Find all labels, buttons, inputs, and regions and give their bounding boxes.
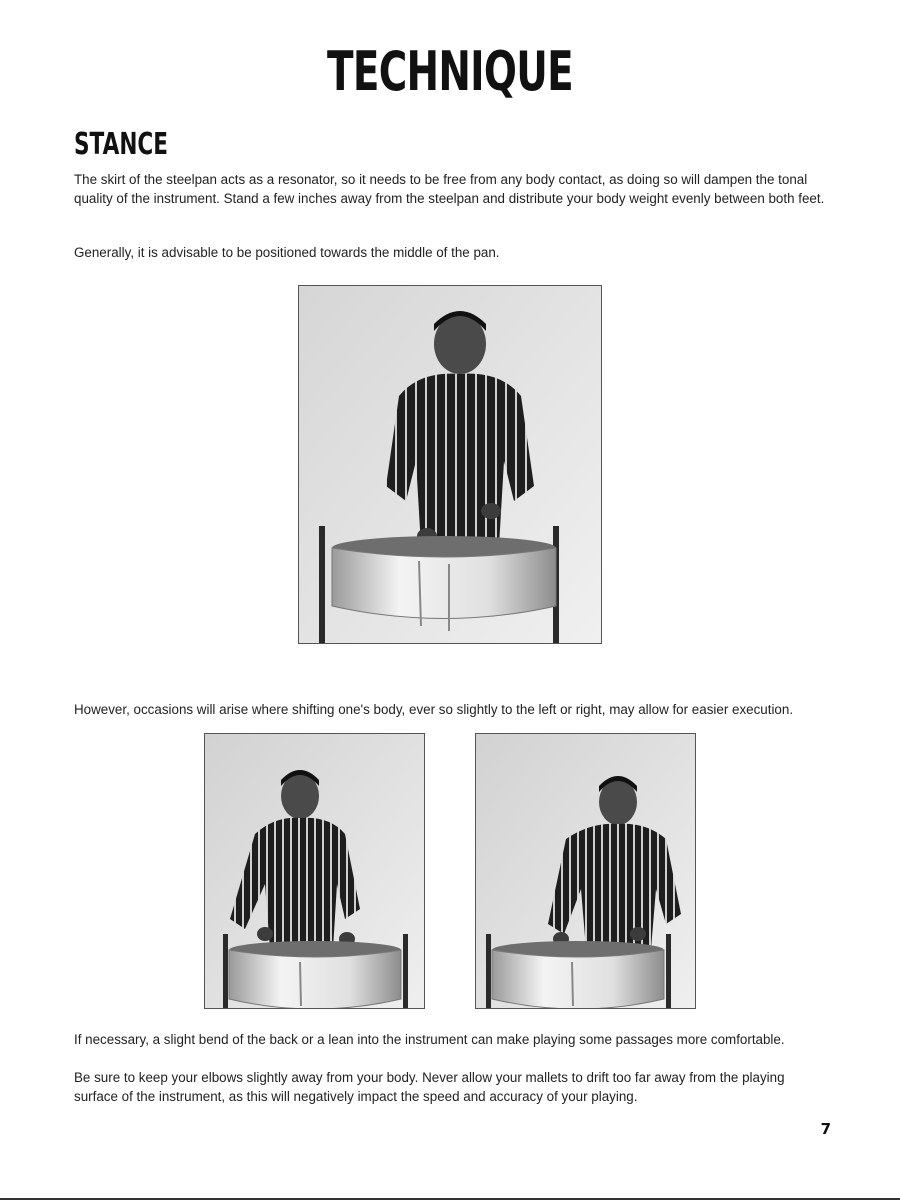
section-heading-stance: STANCE (74, 127, 169, 162)
photo-shift-left (204, 733, 425, 1009)
page-title: TECHNIQUE (327, 40, 573, 103)
paragraph-bend-back: If necessary, a slight bend of the back or a lean into the instrument can make playing some passages more comfortable. (74, 1032, 785, 1047)
paragraph-resonator: The skirt of the steelpan acts as a resonator, so it needs to be free from any body contact, as doing so will dampen the tonal quality of the instrument. Stand a few inches away from the steelpan and distribute your body weight evenly between both feet. (74, 172, 825, 206)
photo-shift-right-illustration (476, 734, 695, 1008)
photo-centered-stance (298, 285, 602, 644)
page-number: 7 (820, 1120, 831, 1138)
paragraph-middle-position: Generally, it is advisable to be positioned towards the middle of the pan. (74, 245, 500, 260)
paragraph-elbows: Be sure to keep your elbows slightly away from your body. Never allow your mallets to drift too far away from the playing surface of the instrument, as this will negatively impact the speed and accuracy of your playing. (74, 1070, 785, 1104)
photo-centered-stance-illustration (299, 286, 601, 643)
photo-shift-right (475, 733, 696, 1009)
photo-shift-left-illustration (205, 734, 424, 1008)
paragraph-shifting-body: However, occasions will arise where shifting one's body, ever so slightly to the left or right, may allow for easier execution. (74, 702, 794, 717)
